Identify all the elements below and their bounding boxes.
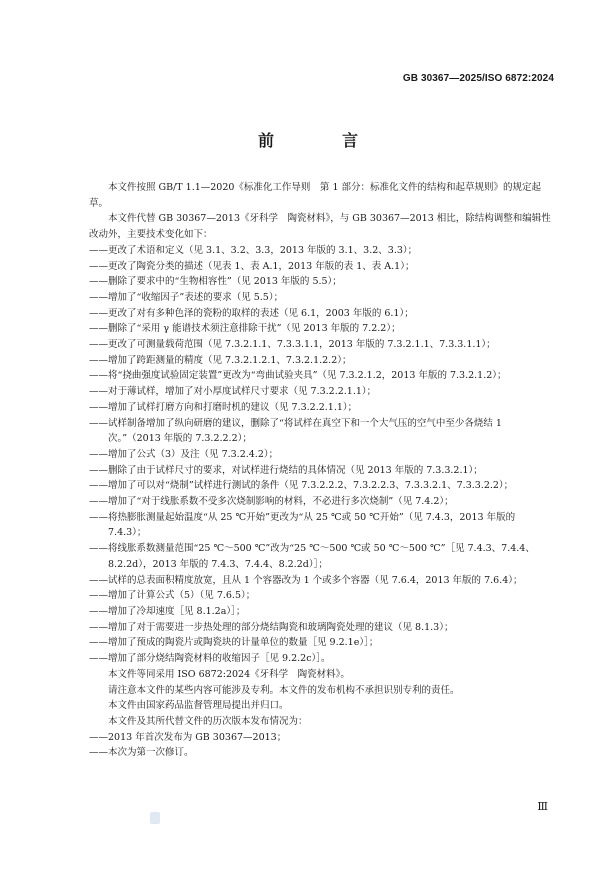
list-item: ——更改了对有多种色泽的瓷粉的取样的表述（见 6.1，2003 年版的 6.1）； xyxy=(89,307,414,319)
intro-paragraph-drafting: 本文件按照 GB/T 1.1—2020《标准化工作导则 第 1 部分：标准化文件的结构和起草规则》的规定起草。 xyxy=(89,182,542,209)
watermark-mark xyxy=(150,812,160,824)
list-item: ——增加了对于需要进一步热处理的部分烧结陶瓷和玻璃陶瓷处理的建议（见 8.1.3）； xyxy=(89,621,454,633)
list-item: ——2013 年首次发布为 GB 30367—2013； xyxy=(89,731,287,743)
list-item: ——将热膨胀测量起始温度“从 25 ℃开始”更改为“从 25 ℃或 50 ℃开始”（见 7.4.3，2013 年版的 7.4.3）； xyxy=(89,511,516,539)
list-item: ——更改了陶瓷分类的描述（见表 1、表 A.1，2013 年版的表 1、表 A.1）； xyxy=(89,260,415,272)
outro-paragraph-adoption: 本文件等同采用 ISO 6872:2024《牙科学 陶瓷材料》。 xyxy=(108,668,350,680)
changes-list xyxy=(89,243,555,667)
list-item: ——将线胀系数测量范围“25 ℃～500 ℃”改为“25 ℃～500 ℃或 50 ℃～500 ℃”［见 7.4.3、7.4.4、8.2.2d），2013 年版的 7.4.3、7.4.4、8.2.2d）］； xyxy=(89,543,535,570)
list-item: ——增加了“收缩因子”表述的要求（见 5.5）； xyxy=(89,291,284,303)
foreword-body xyxy=(89,180,555,761)
list-item: ——增加了预成的陶瓷片或陶瓷块的计量单位的数量［见 9.2.1e）］； xyxy=(89,637,379,649)
list-item: ——增加了可以对“烧制”试样进行测试的条件（见 7.3.2.2.2、7.3.2.2.3、7.3.3.2.1、7.3.3.2.2）； xyxy=(89,480,514,492)
history-list xyxy=(89,730,555,761)
list-item: ——将“挠曲强度试验固定装置”更改为“弯曲试验夹具”（见 7.3.2.1.2，2013 年版的 7.3.2.1.2）； xyxy=(89,370,507,382)
list-item: ——更改了可测量载荷范围（见 7.3.2.1.1、7.3.3.1.1，2013 年版的 7.3.2.1.1、7.3.3.1.1）； xyxy=(89,339,496,351)
list-item: ——对于薄试样，增加了对小厚度试样尺寸要求（见 7.3.2.2.1.1）； xyxy=(89,386,377,398)
outro-paragraph-patent: 请注意本文件的某些内容可能涉及专利。本文件的发布机构不承担识别专利的责任。 xyxy=(108,684,460,696)
list-item: ——本次为第一次修订。 xyxy=(89,747,194,759)
list-item: ——增加了跨距测量的精度（见 7.3.2.1.2.1、7.3.2.1.2.2）； xyxy=(89,354,352,366)
intro-paragraph-replacement: 本文件代替 GB 30367—2013《牙科学 陶瓷材料》，与 GB 30367—2013 相比，除结构调整和编辑性改动外，主要技术变化如下： xyxy=(89,213,551,241)
page-number: Ⅲ xyxy=(537,800,548,813)
list-item: ——删除了要求中的“生物相容性”（见 2013 年版的 5.5）； xyxy=(89,276,342,288)
standard-code: GB 30367—2025/ISO 6872:2024 xyxy=(402,73,554,84)
list-item: ——增加了“对于线胀系数不受多次烧制影响的材料，不必进行多次烧制”（见 7.4.2）； xyxy=(89,496,454,508)
list-item: ——更改了术语和定义（见 3.1、3.2、3.3，2013 年版的 3.1、3.2、3.3）； xyxy=(89,244,418,256)
list-item: ——增加了试样打磨方向和打磨时机的建议（见 7.3.2.2.1.1）； xyxy=(89,401,358,413)
list-item: ——增加了计算公式（5）（见 7.6.5）； xyxy=(89,590,256,602)
outro-paragraph-proposer: 本文件由国家药品监督管理局提出并归口。 xyxy=(108,700,289,712)
list-item: ——试样的总表面积精度放宽，且从 1 个容器改为 1 个或多个容器（见 7.6.4，2013 年版的 7.6.4）； xyxy=(89,574,523,586)
list-item: ——试样制备增加了纵向研磨的建议，删除了“将试样在真空下和一个大气压的空气中至少各烧结 1 次。”（2013 年版的 7.3.2.2.2）； xyxy=(89,417,502,445)
list-item: ——增加了部分烧结陶瓷材料的收缩因子［见 9.2.2c）］。 xyxy=(89,653,331,665)
list-item: ——增加了冷却速度［见 8.1.2a）］； xyxy=(89,605,246,617)
list-item: ——删除了“采用 γ 能谱技术须注意排除干扰”（见 2013 年版的 7.2.2）； xyxy=(89,323,401,335)
outro-paragraph-history: 本文件及其所代替文件的历次版本发布情况为： xyxy=(108,715,308,727)
list-item: ——增加了公式（3）及注（见 7.3.2.4.2）； xyxy=(89,448,279,460)
list-item: ——删除了由于试样尺寸的要求，对试样进行烧结的具体情况（见 2013 年版的 7.3.3.2.1）； xyxy=(89,464,483,476)
page-title: 前 言 xyxy=(257,131,384,150)
